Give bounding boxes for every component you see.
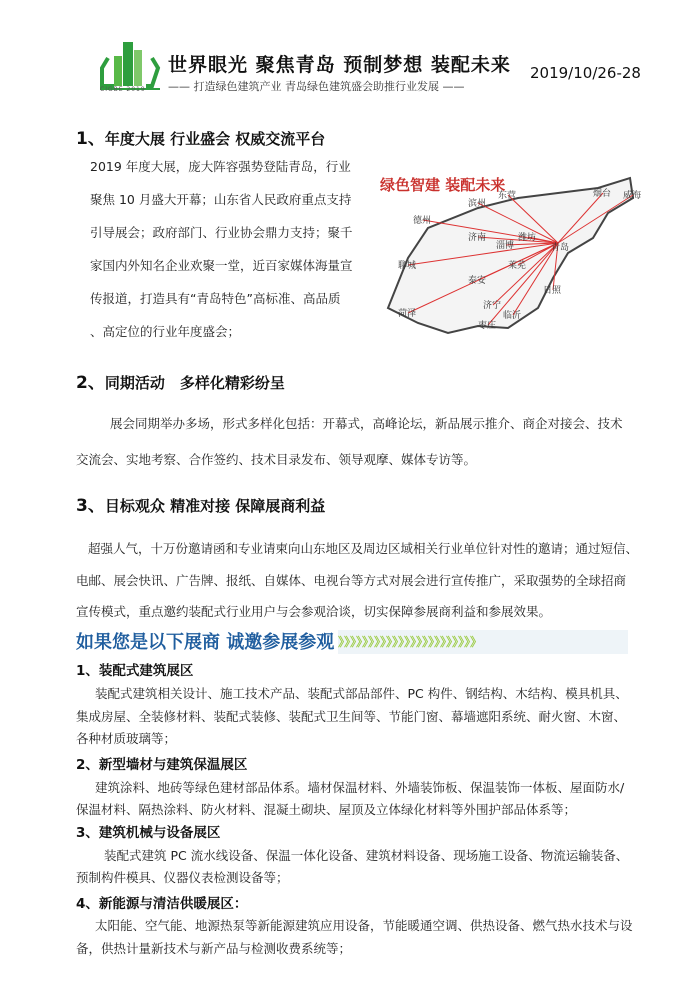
header-slogan: 世界眼光 聚焦青岛 预制梦想 装配未来 xyxy=(168,54,511,76)
section-1-line: 传报道，打造具有“青岛特色”高标准、高品质 xyxy=(90,291,341,306)
map-city-label: 东营 xyxy=(498,191,517,201)
zone-line: 备，供热计量新技术与新产品与检测收费系统等； xyxy=(76,941,352,956)
map-city-label: 日照 xyxy=(543,286,562,296)
map-city-label: 威海 xyxy=(623,191,642,201)
zone-line: 装配式建筑相关设计、施工技术产品、装配式部品部件、PC 构件、钢结构、木结构、模具机具、 xyxy=(95,686,628,701)
map-city-label: 临沂 xyxy=(503,311,522,321)
section-3-heading: 3、目标观众 精准对接 保障展商利益 xyxy=(76,496,326,516)
section-3-line: 电邮、展会快讯、广告牌、报纸、自媒体、电视台等方式对展会进行宣传推广，采取强势的全球招商 xyxy=(76,573,627,588)
map-city-label: 青岛 xyxy=(551,243,570,253)
zone-line: 太阳能、空气能、地源热泵等新能源建筑应用设备，节能暖通空调、供热设备、燃气热水技术与设 xyxy=(95,918,633,933)
map-city-label: 济南 xyxy=(468,233,487,243)
section-1-line: 、高定位的行业年度盛会； xyxy=(90,324,241,339)
map-city-label: 莱芜 xyxy=(508,261,527,271)
section-2-line: 交流会、实地考察、合作签约、技术目录发布、领导观摩、媒体专访等。 xyxy=(76,452,477,467)
shandong-map xyxy=(368,168,642,338)
section-1-line: 聚焦 10 月盛大开幕；山东省人民政府重点支持 xyxy=(90,192,352,207)
map-city-label: 泰安 xyxy=(468,276,487,286)
map-city-label: 滨州 xyxy=(468,199,487,209)
section-1-line: 引导展会；政府部门、行业协会鼎力支持；聚千 xyxy=(90,225,353,240)
map-city-label: 聊城 xyxy=(398,261,417,271)
map-caption: 绿色智建 装配未来 xyxy=(380,176,506,194)
map-city-label: 淄博 xyxy=(496,241,515,251)
event-date: 2019/10/26-28 xyxy=(530,64,641,82)
zone-line: 保温材料、隔热涂料、防火材料、混凝土砌块、屋顶及立体绿化材料等外围护部品体系等； xyxy=(76,802,577,817)
header-subtitle: —— 打造绿色建筑产业 青岛绿色建筑盛会助推行业发展 —— xyxy=(168,80,465,93)
section-3-line: 超强人气，十万份邀请函和专业请柬向山东地区及周边区域相关行业单位针对性的邀请；通过短信、 xyxy=(88,541,639,556)
map-city-label: 菏泽 xyxy=(398,309,417,319)
zone-line: 集成房屋、全装修材料、装配式装修、装配式卫生间等、节能门窗、幕墙遮阳系统、耐火窗、木窗、 xyxy=(76,709,627,724)
zone-heading: 2、新型墙材与建筑保温展区 xyxy=(76,757,248,773)
zone-heading: 4、新能源与清洁供暖展区： xyxy=(76,896,248,912)
section-1-heading: 1、年度大展 行业盛会 权威交流平台 xyxy=(76,129,326,149)
zone-heading: 1、装配式建筑展区 xyxy=(76,663,194,679)
section-2-heading: 2、同期活动 多样化精彩纷呈 xyxy=(76,373,285,393)
section-1-line: 家国内外知名企业欢聚一堂，近百家媒体海量宣 xyxy=(90,258,353,273)
zone-line: 预制构件模具、仪器仪表检测设备等； xyxy=(76,870,289,885)
arrow-band: 》》》》》》》》》》》》》》》》》》》》》》》 xyxy=(338,630,628,654)
section-3-line: 宣传模式，重点邀约装配式行业用户与会参观洽谈，切实保障参展商利益和参展效果。 xyxy=(76,604,552,619)
zone-line: 建筑涂料、地砖等绿色建材部品体系。墙材保温材料、外墙装饰板、保温装饰一体板、屋面防水/ xyxy=(95,780,625,795)
logo-text: CIGBE 2019 xyxy=(100,86,146,93)
map-city-label: 德州 xyxy=(413,216,432,226)
zone-line: 各种材质玻璃等； xyxy=(76,731,177,746)
zone-heading: 3、建筑机械与设备展区 xyxy=(76,825,221,841)
map-city-label: 潍坊 xyxy=(518,233,537,243)
map-city-label: 枣庄 xyxy=(478,321,497,331)
map-city-label: 烟台 xyxy=(593,189,612,199)
section-1-line: 2019 年度大展，庞大阵容强势登陆青岛，行业 xyxy=(90,159,351,174)
invite-heading: 如果您是以下展商 诚邀参展参观 xyxy=(76,632,335,653)
map-city-label: 济宁 xyxy=(483,301,502,311)
zone-line: 装配式建筑 PC 流水线设备、保温一体化设备、建筑材料设备、现场施工设备、物流运输装备、 xyxy=(104,848,629,863)
section-2-line: 展会同期举办多场，形式多样化包括：开幕式，高峰论坛，新品展示推介、商企对接会、技术 xyxy=(110,416,623,431)
